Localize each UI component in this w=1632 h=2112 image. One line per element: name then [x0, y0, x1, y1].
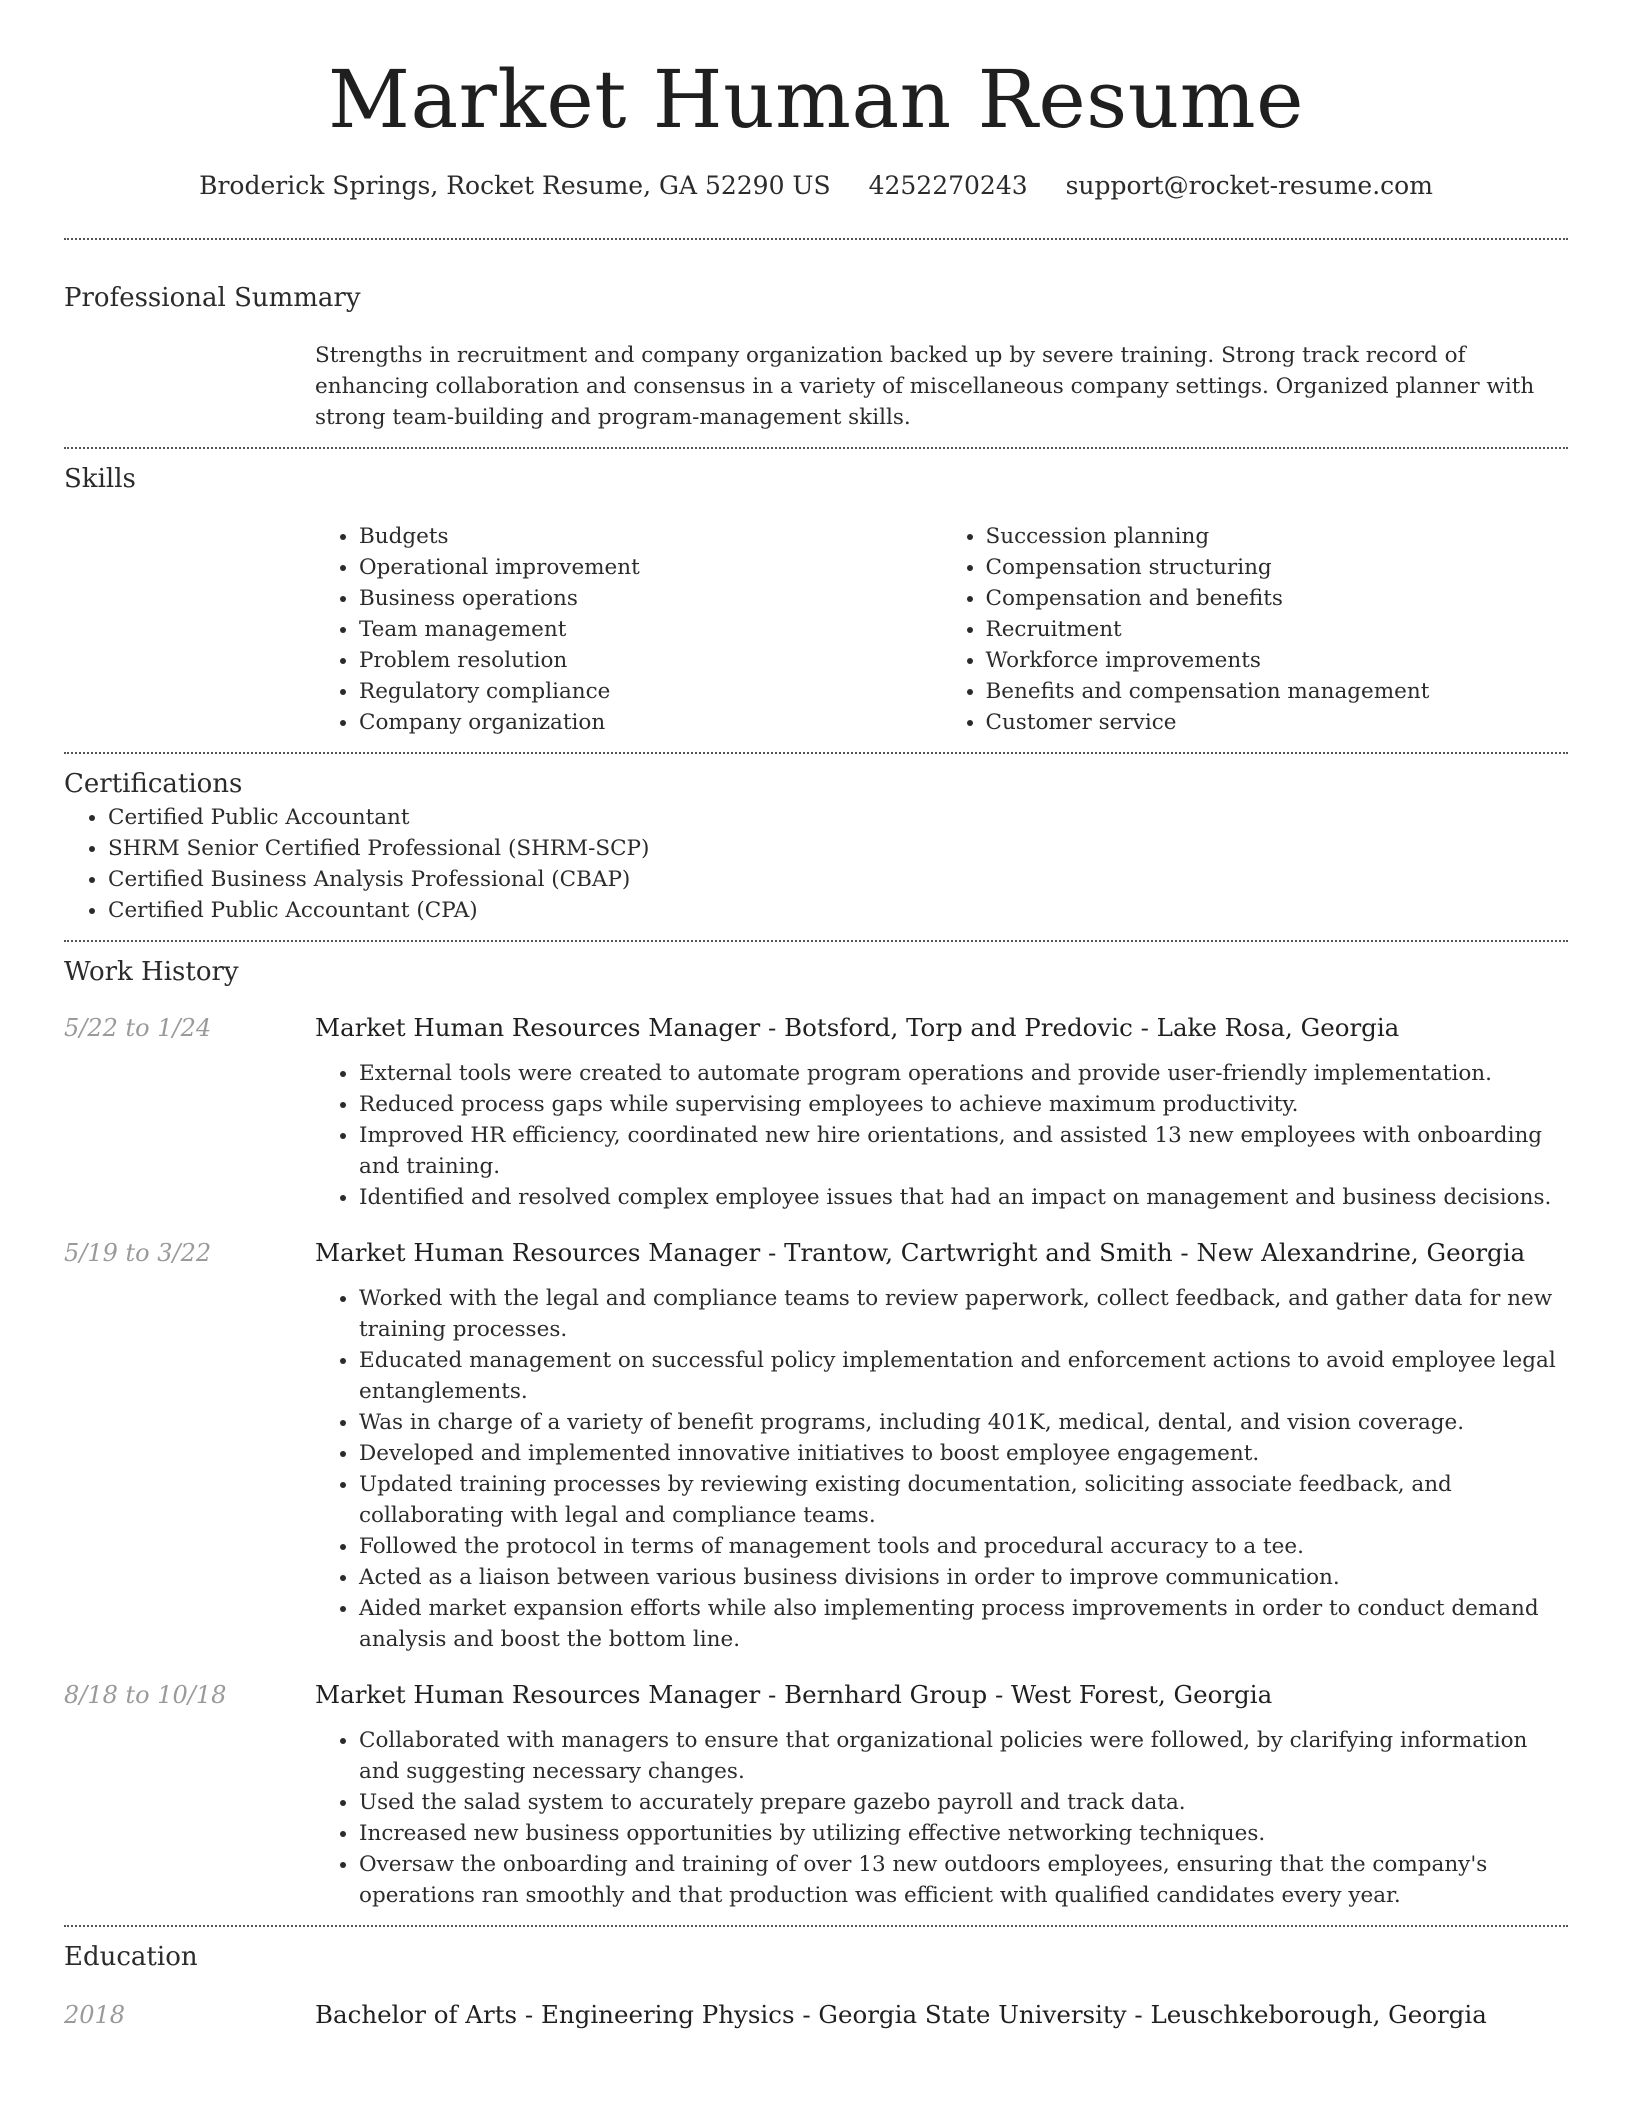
job-entry — [64, 1677, 1568, 1911]
list-item: • Acted as a liaison between various business divisions in order to improve communication. — [359, 1562, 1568, 1593]
list-item: • Team management — [359, 614, 942, 645]
list-item: • Educated management on successful policy implementation and enforcement actions to avoid employee legal entanglements. — [359, 1345, 1568, 1407]
summary-text: Strengths in recruitment and company organization backed up by severe training. Strong track record of enhancing collaboration and consensus in a variety of miscellaneous company settings. Organized planner with strong team-building and program-management skills. — [315, 343, 1535, 430]
job-entry — [64, 1010, 1568, 1213]
list-item: • Developed and implemented innovative initiatives to boost employee engagement. — [359, 1438, 1568, 1469]
professional-summary-section — [64, 240, 1568, 447]
list-item: • Updated training processes by reviewing existing documentation, soliciting associate feedback, and collaborating with legal and compliance teams. — [359, 1469, 1568, 1531]
list-item: • Compensation structuring — [986, 552, 1569, 583]
section-title-education: Education — [64, 1942, 198, 1972]
work-history-section — [64, 942, 1568, 1925]
list-item: • Aided market expansion efforts while also implementing process improvements in order to conduct demand analysis and boost the bottom line. — [359, 1593, 1568, 1655]
list-item: • Identified and resolved complex employee issues that had an impact on management and business decisions. — [359, 1182, 1568, 1213]
contact-address: Broderick Springs, Rocket Resume, GA 52290 US — [199, 171, 831, 200]
job-dates: 8/18 to 10/18 — [64, 1681, 227, 1709]
section-title-certifications: Certifications — [64, 769, 243, 799]
section-title-summary: Professional Summary — [64, 283, 361, 313]
job-dates: 5/22 to 1/24 — [64, 1014, 212, 1042]
resume-name: Market Human Resume — [328, 53, 1304, 146]
skills-columns — [315, 521, 1568, 738]
job-dates: 5/19 to 3/22 — [64, 1239, 212, 1267]
job-body — [315, 1235, 1568, 1655]
list-item: • Company organization — [359, 707, 942, 738]
job-title: Market Human Resources Manager - Bernhard Group - West Forest, Georgia — [315, 1680, 1273, 1709]
education-title: Bachelor of Arts - Engineering Physics - Georgia State University - Leuschkeborough, Georgia — [315, 2000, 1487, 2029]
list-item: • Workforce improvements — [986, 645, 1569, 676]
job-bullets — [315, 1725, 1568, 1911]
list-item: • Oversaw the onboarding and training of over 13 new outdoors employees, ensuring that the company's operations ran smoothly and that production was efficient with qualified candidates every year. — [359, 1849, 1568, 1911]
contact-email: support@rocket-resume.com — [1065, 171, 1433, 200]
list-item: • Collaborated with managers to ensure that organizational policies were followed, by clarifying information and suggesting necessary changes. — [359, 1725, 1568, 1787]
job-entry — [64, 1235, 1568, 1655]
list-item: • Improved HR efficiency, coordinated new hire orientations, and assisted 13 new employees with onboarding and training. — [359, 1120, 1568, 1182]
list-item: • Benefits and compensation management — [986, 676, 1569, 707]
list-item: • Customer service — [986, 707, 1569, 738]
certifications-list — [64, 802, 1568, 926]
list-item: • Succession planning — [986, 521, 1569, 552]
education-section — [64, 1927, 1568, 2047]
certifications-section — [64, 754, 1568, 940]
education-entry — [64, 1997, 1568, 2033]
section-title-skills: Skills — [64, 464, 136, 494]
list-item: • Followed the protocol in terms of management tools and procedural accuracy to a tee. — [359, 1531, 1568, 1562]
list-item: • Reduced process gaps while supervising employees to achieve maximum productivity. — [359, 1089, 1568, 1120]
list-item: • Business operations — [359, 583, 942, 614]
list-item: • Certified Public Accountant — [108, 802, 1568, 833]
skills-list-right — [942, 521, 1569, 738]
list-item: • Certified Business Analysis Professional (CBAP) — [108, 864, 1568, 895]
list-item: • Regulatory compliance — [359, 676, 942, 707]
education-year: 2018 — [64, 2001, 126, 2029]
section-title-work-history: Work History — [64, 957, 239, 987]
list-item: • Increased new business opportunities by utilizing effective networking techniques. — [359, 1818, 1568, 1849]
contact-phone: 4252270243 — [868, 171, 1028, 200]
list-item: • Compensation and benefits — [986, 583, 1569, 614]
list-item: • SHRM Senior Certified Professional (SHRM-SCP) — [108, 833, 1568, 864]
list-item: • Recruitment — [986, 614, 1569, 645]
skills-list-left — [315, 521, 942, 738]
contact-line — [64, 168, 1568, 204]
list-item: • Budgets — [359, 521, 942, 552]
list-item: • Used the salad system to accurately prepare gazebo payroll and track data. — [359, 1787, 1568, 1818]
job-title: Market Human Resources Manager - Botsford, Torp and Predovic - Lake Rosa, Georgia — [315, 1013, 1400, 1042]
list-item: • Operational improvement — [359, 552, 942, 583]
list-item: • External tools were created to automate program operations and provide user-friendly implementation. — [359, 1058, 1568, 1089]
job-bullets — [315, 1058, 1568, 1213]
skills-section — [64, 449, 1568, 752]
list-item: • Problem resolution — [359, 645, 942, 676]
job-body — [315, 1677, 1568, 1911]
job-title: Market Human Resources Manager - Trantow, Cartwright and Smith - New Alexandrine, Georgia — [315, 1238, 1526, 1267]
list-item: • Certified Public Accountant (CPA) — [108, 895, 1568, 926]
list-item: • Was in charge of a variety of benefit programs, including 401K, medical, dental, and vision coverage. — [359, 1407, 1568, 1438]
list-item: • Worked with the legal and compliance teams to review paperwork, collect feedback, and gather data for new training processes. — [359, 1283, 1568, 1345]
job-body — [315, 1010, 1568, 1213]
job-bullets — [315, 1283, 1568, 1655]
